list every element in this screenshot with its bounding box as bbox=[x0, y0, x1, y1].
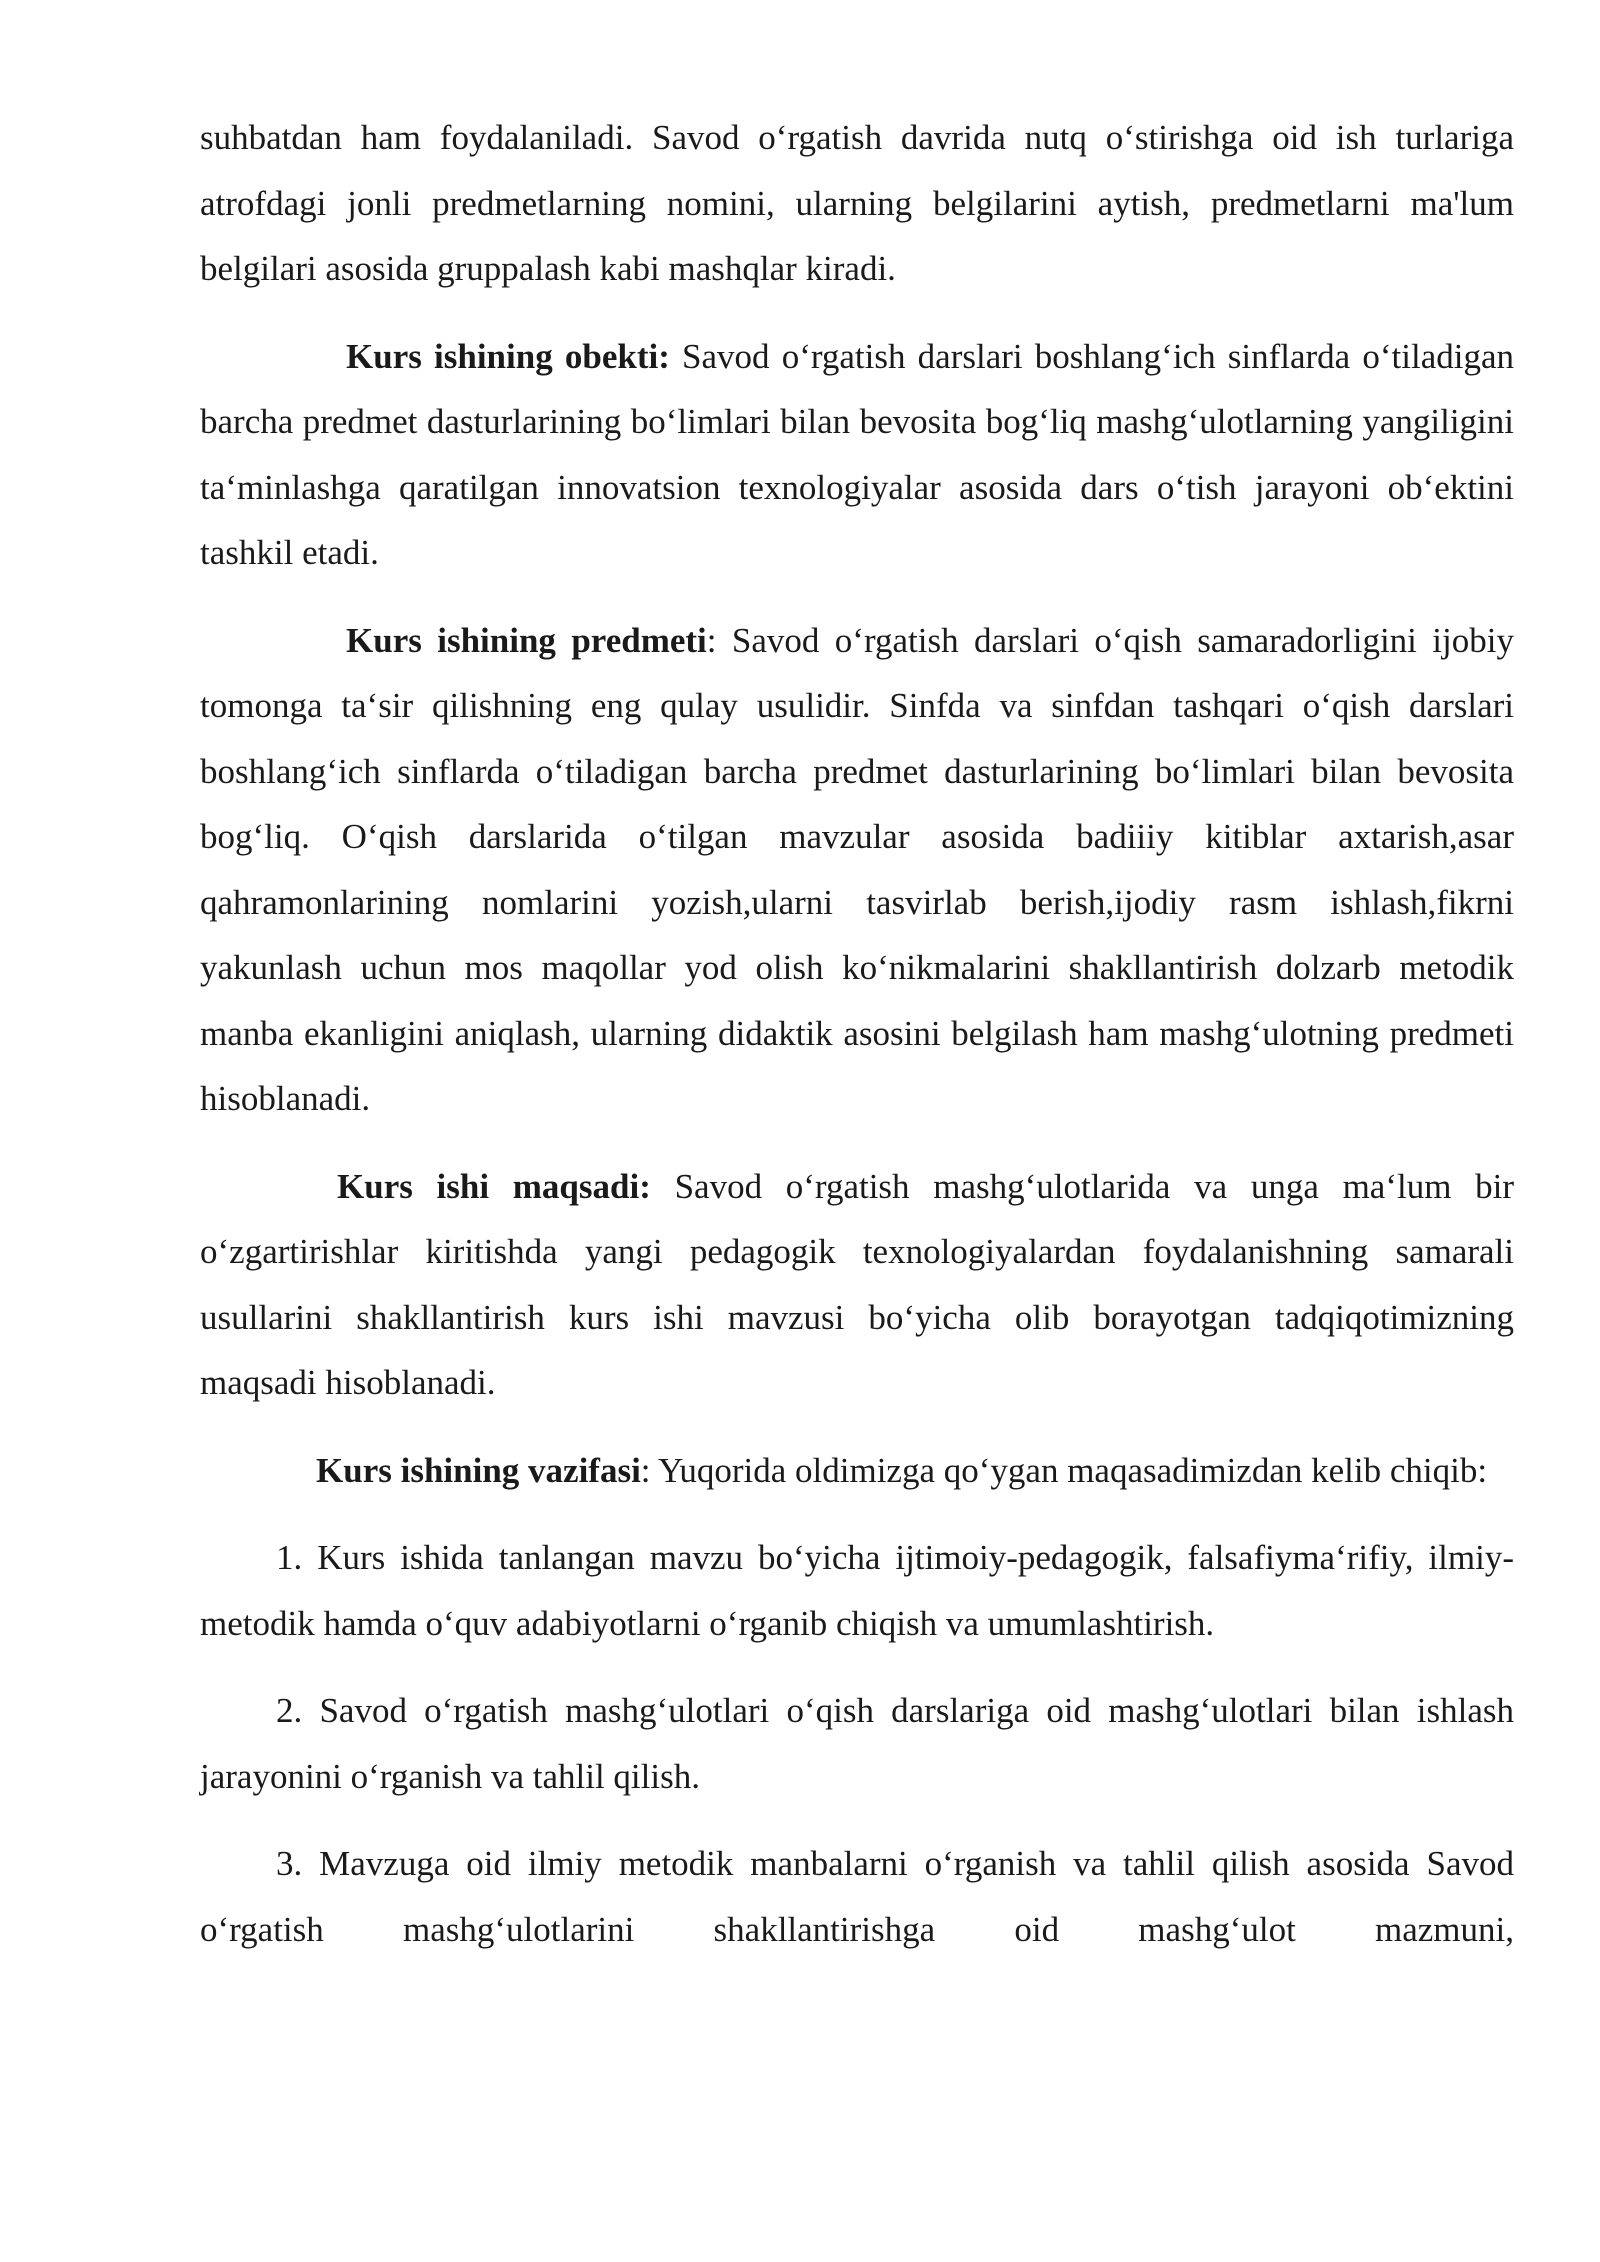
maqsad-text: Savod o‘rgatish mashg‘ulotlarida va unga ma‘lum bir o‘zgartirishlar kiritishda yangi pedagogik texnologiyalardan foydalanishning samarali usullarini shakllantirish kurs ishi mavzusi bo‘yicha olib borayotgan tadqiqotimizning maqsadi hisoblanadi. bbox=[200, 1166, 1515, 1402]
vazifa-paragraph bbox=[200, 1438, 1514, 1504]
task-item-2 bbox=[200, 1678, 1514, 1809]
vazifa-heading: Kurs ishining vazifasi bbox=[316, 1450, 641, 1490]
task-item-1 bbox=[200, 1525, 1514, 1656]
intro-text: suhbatdan ham foydalaniladi. Savod o‘rgatish davrida nutq o‘stirishga oid ish turlariga atrofdagi jonli predmetlarning nomini, ularning belgilarini aytish, predmetlarni ma'lum belgilari asosida gruppalash kabi mashqlar kiradi. bbox=[200, 118, 1514, 288]
task-item-3 bbox=[200, 1831, 1514, 1962]
maqsad-heading: Kurs ishi maqsadi: bbox=[337, 1166, 651, 1206]
task-text-3: 3. Mavzuga oid ilmiy metodik manbalarni o‘rganish va tahlil qilish asosida Savod o‘rgatish mashg‘ulotlarini shakllantirishga oid mashg‘ulot mazmuni, bbox=[200, 1844, 1514, 1949]
task-text-1: 1. Kurs ishida tanlangan mavzu bo‘yicha ijtimoiy-pedagogik, falsafiyma‘rifiy, ilmiy-metodik hamda o‘quv adabiyotlarni o‘rganib chiqish va umumlashtirish. bbox=[200, 1538, 1514, 1643]
predmet-text: : Savod o‘rgatish darslari o‘qish samaradorligini ijobiy tomonga ta‘sir qilishning eng qulay usulidir. Sinfda va sinfdan tashqari o‘qish darslari boshlang‘ich sinflarda o‘tiladigan barcha predmet dasturlarining bo‘limlari bilan bevosita bog‘liq. O‘qish darslarida o‘tilgan mavzular asosida badiiiy kitiblar axtarish,asar qahramonlarining nomlarini yozish,ularni tasvirlab berish,ijodiy rasm ishlash,fikrni yakunlash uchun mos maqollar yod olish ko‘nikmalarini shakllantirish dolzarb metodik manba ekanligini aniqlash, ularning didaktik asosini belgilash ham mashg‘ulotning predmeti hisoblanadi. bbox=[200, 620, 1514, 1118]
obekt-heading: Kurs ishining obekti: bbox=[346, 336, 670, 376]
obekt-paragraph bbox=[200, 324, 1514, 586]
intro-paragraph bbox=[200, 105, 1514, 302]
vazifa-text: : Yuqorida oldimizga qo‘ygan maqasadimizdan kelib chiqib: bbox=[640, 1450, 1488, 1490]
obekt-text: Savod o‘rgatish darslari boshlang‘ich sinflarda o‘tiladigan barcha predmet dasturlarining bo‘limlari bilan bevosita bog‘liq mashg‘ulotlarning yangiligini ta‘minlashga qaratilgan innovatsion texnologiyalar asosida dars o‘tish jarayoni ob‘ektini tashkil etadi. bbox=[200, 336, 1514, 572]
task-text-2: 2. Savod o‘rgatish mashg‘ulotlari o‘qish darslariga oid mashg‘ulotlari bilan ishlash jarayonini o‘rganish va tahlil qilish. bbox=[200, 1691, 1514, 1796]
document-page bbox=[200, 105, 1514, 1962]
predmet-heading: Kurs ishining predmeti bbox=[346, 620, 707, 660]
predmet-paragraph bbox=[200, 608, 1514, 1132]
maqsad-paragraph bbox=[200, 1154, 1514, 1416]
